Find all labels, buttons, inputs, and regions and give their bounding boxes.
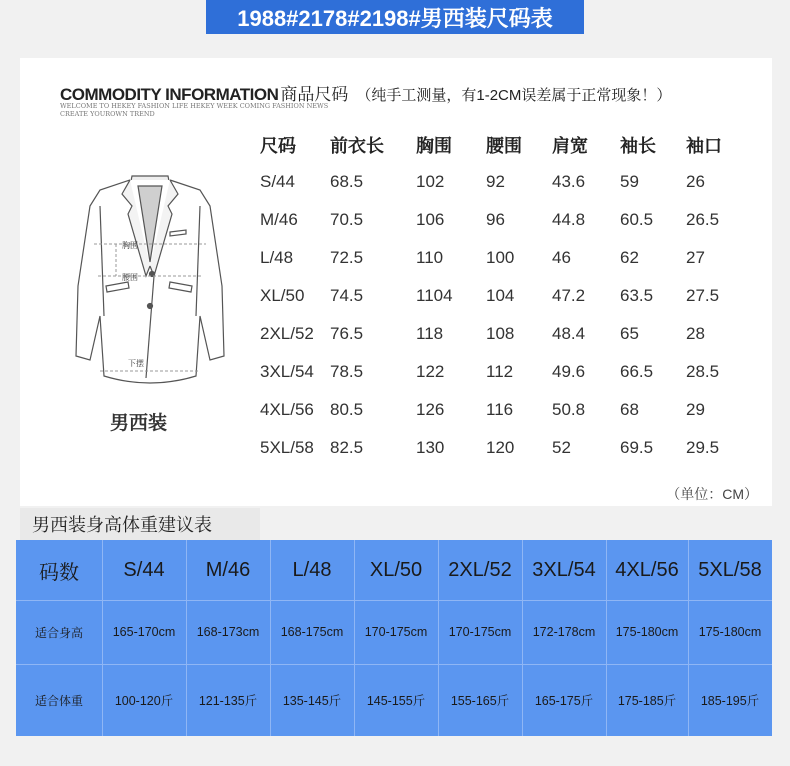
size-table-cell: 78.5 xyxy=(330,362,364,381)
unit-label: （单位：CM） xyxy=(666,486,758,502)
table-divider xyxy=(102,540,103,736)
size-table-cell: 120 xyxy=(486,438,515,457)
recommend-cell: 适合体重 xyxy=(34,693,83,708)
size-table-cell: 29 xyxy=(686,400,705,419)
recommend-cell: 165-170cm xyxy=(112,625,176,639)
subtitle-line-1: WELCOME TO HEKEY FASHION LIFE HEKEY WEEK COMING FASHION NEWS xyxy=(60,102,329,110)
table-divider xyxy=(688,540,689,736)
table-divider xyxy=(522,540,523,736)
size-table-cell: 130 xyxy=(416,438,445,457)
table-divider xyxy=(438,540,439,736)
size-table-cell: 100 xyxy=(486,248,515,267)
page-banner-title: 1988#2178#2198#男西装尺码表 xyxy=(206,0,584,34)
size-table-cell: 80.5 xyxy=(330,400,364,419)
size-table-header-cell: 胸围 xyxy=(416,136,452,156)
recommend-cell: L/48 xyxy=(292,558,332,581)
size-table-cell: 52 xyxy=(552,438,571,457)
recommend-cell: 码数 xyxy=(39,561,79,584)
size-table-cell: 59 xyxy=(620,172,639,191)
subtitle-line-2: CREATE YOUROWN TREND xyxy=(60,110,155,118)
table-divider xyxy=(606,540,607,736)
recommend-cell: 4XL/56 xyxy=(615,558,679,581)
size-table-cell: 112 xyxy=(486,362,514,381)
recommend-cell: 121-135斤 xyxy=(198,694,258,708)
recommend-cell: 适合身高 xyxy=(34,625,83,640)
size-table-cell: 68 xyxy=(620,400,639,419)
size-table-cell: XL/50 xyxy=(260,286,305,305)
size-table-cell: 28 xyxy=(686,324,705,343)
size-table-cell: 92 xyxy=(486,172,505,191)
recommend-cell: 175-180cm xyxy=(698,625,762,639)
size-table-cell: 96 xyxy=(486,210,505,229)
size-table-cell: L/48 xyxy=(260,248,294,267)
jacket-illustration xyxy=(70,166,230,386)
size-table-cell: 110 xyxy=(416,248,444,267)
recommend-cell: 185-195斤 xyxy=(700,694,760,708)
size-table-cell: 2XL/52 xyxy=(260,324,314,343)
recommend-cell: M/46 xyxy=(205,558,251,581)
size-table-header-cell: 袖口 xyxy=(686,136,722,156)
recommend-cell: 175-180cm xyxy=(615,625,679,639)
recommend-height-row xyxy=(16,600,772,664)
chest-label: 胸围 xyxy=(122,241,138,250)
size-table-cell: 65 xyxy=(620,324,639,343)
recommend-cell: 168-175cm xyxy=(280,625,344,639)
recommend-table xyxy=(16,540,772,736)
size-table-cell: M/46 xyxy=(260,210,298,229)
size-table-cell: 72.5 xyxy=(330,248,364,267)
size-table-cell: 76.5 xyxy=(330,324,364,343)
size-table-cell: 47.2 xyxy=(552,286,586,305)
size-table-cell: 4XL/56 xyxy=(260,400,314,419)
size-table-cell: 126 xyxy=(416,400,445,419)
size-table-cell: 1104 xyxy=(416,286,453,305)
size-table-cell: 60.5 xyxy=(620,210,654,229)
hem-label: 下摆 xyxy=(128,359,144,368)
size-table-cell: 68.5 xyxy=(330,172,364,191)
size-table-cell: 122 xyxy=(416,362,445,381)
table-divider xyxy=(354,540,355,736)
recommend-cell: 3XL/54 xyxy=(532,558,596,581)
recommend-cell: S/44 xyxy=(123,558,165,581)
size-table-cell: 50.8 xyxy=(552,400,586,419)
size-table-cell: 63.5 xyxy=(620,286,654,305)
recommend-title: 男西装身高体重建议表 xyxy=(20,508,260,540)
size-table-cell: 26 xyxy=(686,172,705,191)
heading-zh: 商品尺码 xyxy=(280,85,349,104)
recommend-cell: 172-178cm xyxy=(532,625,596,639)
recommend-cell: 165-175斤 xyxy=(534,694,594,708)
recommend-cell: 170-175cm xyxy=(364,625,428,639)
recommend-cell: 170-175cm xyxy=(448,625,512,639)
table-divider xyxy=(16,600,772,601)
recommend-cell: 5XL/58 xyxy=(698,558,762,581)
size-table-cell: 66.5 xyxy=(620,362,654,381)
size-table-cell: 62 xyxy=(620,248,639,267)
recommend-weight-row xyxy=(16,664,772,736)
waist-label: 腰围 xyxy=(122,273,138,282)
heading-subtitle xyxy=(60,102,328,118)
size-table-header-cell: 前衣长 xyxy=(330,136,384,156)
size-table-cell: 108 xyxy=(486,324,515,343)
recommend-cell: 168-173cm xyxy=(196,625,260,639)
size-table-cell: 106 xyxy=(416,210,445,229)
size-table-cell: 28.5 xyxy=(686,362,720,381)
recommend-cell: 145-155斤 xyxy=(366,694,426,708)
size-table-cell: 104 xyxy=(486,286,515,305)
size-table-cell: 116 xyxy=(486,400,514,419)
size-table-header-cell: 肩宽 xyxy=(552,136,588,156)
size-table-cell: 49.6 xyxy=(552,362,586,381)
size-table-header-cell: 尺码 xyxy=(260,136,296,156)
size-table-cell: 82.5 xyxy=(330,438,364,457)
table-divider xyxy=(16,664,772,665)
size-table-cell: 26.5 xyxy=(686,210,720,229)
recommend-cell: 100-120斤 xyxy=(114,694,174,708)
jacket-label: 男西装 xyxy=(110,413,168,434)
size-table-cell: 46 xyxy=(552,248,571,267)
heading-en: COMMODITY INFORMATION xyxy=(60,85,279,104)
size-table-header-cell: 袖长 xyxy=(620,136,656,156)
size-table-cell: S/44 xyxy=(260,172,295,191)
size-table-cell: 44.8 xyxy=(552,210,586,229)
recommend-header-row xyxy=(16,540,772,600)
size-table-cell: 69.5 xyxy=(620,438,654,457)
recommend-cell: 155-165斤 xyxy=(450,694,510,708)
table-divider xyxy=(270,540,271,736)
size-table-cell: 29.5 xyxy=(686,438,720,457)
recommend-cell: 135-145斤 xyxy=(282,694,342,708)
recommend-cell: XL/50 xyxy=(369,558,423,581)
size-table-cell: 118 xyxy=(416,324,444,343)
size-table-header-cell: 腰围 xyxy=(486,136,522,156)
size-table-cell: 3XL/54 xyxy=(260,362,314,381)
recommend-cell: 175-185斤 xyxy=(617,694,677,708)
size-info-panel xyxy=(20,58,772,506)
table-divider xyxy=(186,540,187,736)
size-table-cell: 70.5 xyxy=(330,210,364,229)
size-table-cell: 102 xyxy=(416,172,445,191)
size-table-cell: 5XL/58 xyxy=(260,438,314,457)
size-table-cell: 27.5 xyxy=(686,286,720,305)
recommend-cell: 2XL/52 xyxy=(448,558,512,581)
size-table-cell: 74.5 xyxy=(330,286,364,305)
size-table-cell: 27 xyxy=(686,248,705,267)
heading-note: （纯手工测量，有1-2CM误差属于正常现象！） xyxy=(356,87,672,104)
size-table-cell: 48.4 xyxy=(552,324,586,343)
size-table-cell: 43.6 xyxy=(552,172,586,191)
